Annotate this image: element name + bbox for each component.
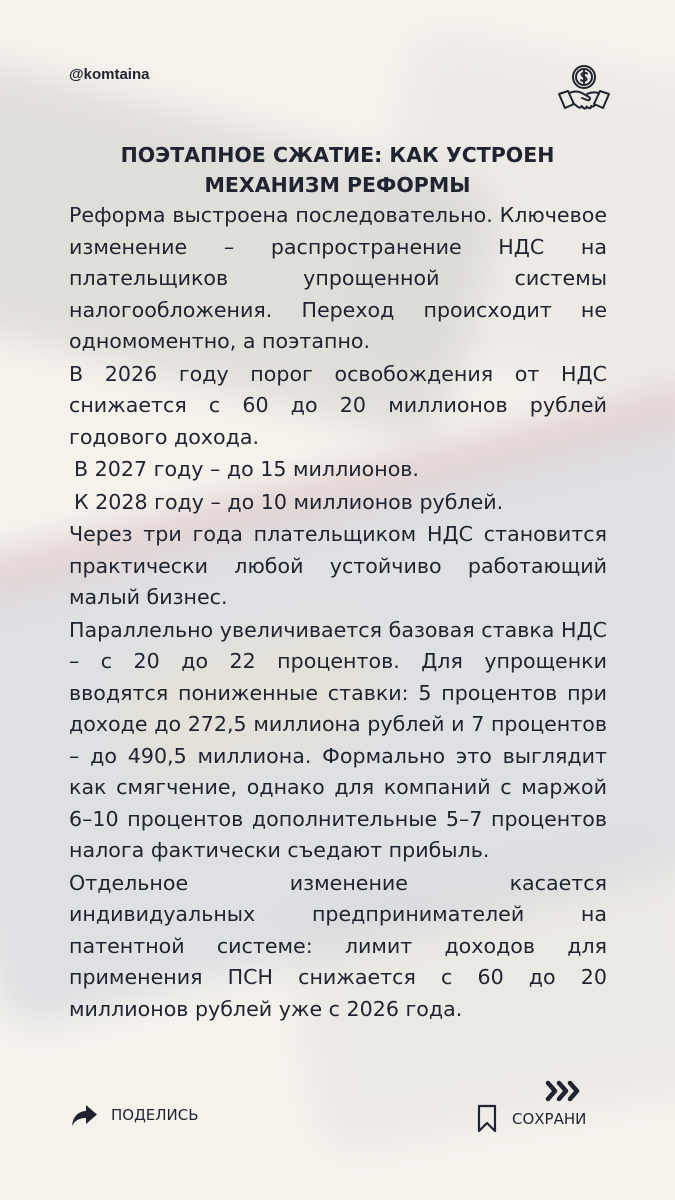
save-label: СОХРАНИ (512, 1110, 587, 1128)
article-title (69, 140, 606, 200)
bookmark-icon (476, 1104, 498, 1134)
paragraph: В 2026 году порог освобождения от НДС снижается с 60 до 20 миллионов рублей годового дохода. (69, 361, 607, 449)
title-line-2: МЕХАНИЗМ РЕФОРМЫ (204, 173, 471, 197)
money-handshake-icon (556, 64, 612, 116)
paragraph: К 2028 году – до 10 миллионов рублей. (74, 489, 504, 514)
paragraph: Через три года плательщиком НДС становится практически любой устойчиво работающий малый бизнес. (69, 522, 607, 609)
paragraph: Отдельное изменение касается индивидуальных предпринимателей на патентной системе: лимит доходов для применения ПСН снижается с 60 до 20 миллионов рублей уже с 2026 года. (69, 870, 607, 1021)
author-handle[interactable]: @komtaina (69, 66, 150, 83)
article-body (69, 200, 607, 1026)
share-arrow-icon (69, 1100, 99, 1130)
paragraph: Параллельно увеличивается базовая ставка НДС – с 20 до 22 процентов. Для упрощенки вводятся пониженные ставки: 5 процентов при доходе до 272,5 миллиона рублей и 7 процентов – до 490,5 миллиона. Формально это выглядит как смягчение, однако для компаний с маржой 6–10 процентов дополнительные 5–7 процентов налога фактически съедают прибыль. (69, 617, 607, 862)
save-button[interactable] (476, 1104, 586, 1134)
paragraph: В 2027 году – до 15 миллионов. (74, 457, 419, 481)
share-button[interactable] (69, 1100, 199, 1130)
triple-chevron-right-icon[interactable] (544, 1080, 582, 1102)
title-line-1: ПОЭТАПНОЕ СЖАТИЕ: КАК УСТРОЕН (120, 143, 555, 167)
share-label: ПОДЕЛИСЬ (111, 1106, 199, 1124)
paragraph: Реформа выстроена последовательно. Ключевое изменение – распространение НДС на плательщиков упрощенной системы налогообложения. Переход происходит не одномоментно, а поэтапно. (69, 203, 607, 353)
